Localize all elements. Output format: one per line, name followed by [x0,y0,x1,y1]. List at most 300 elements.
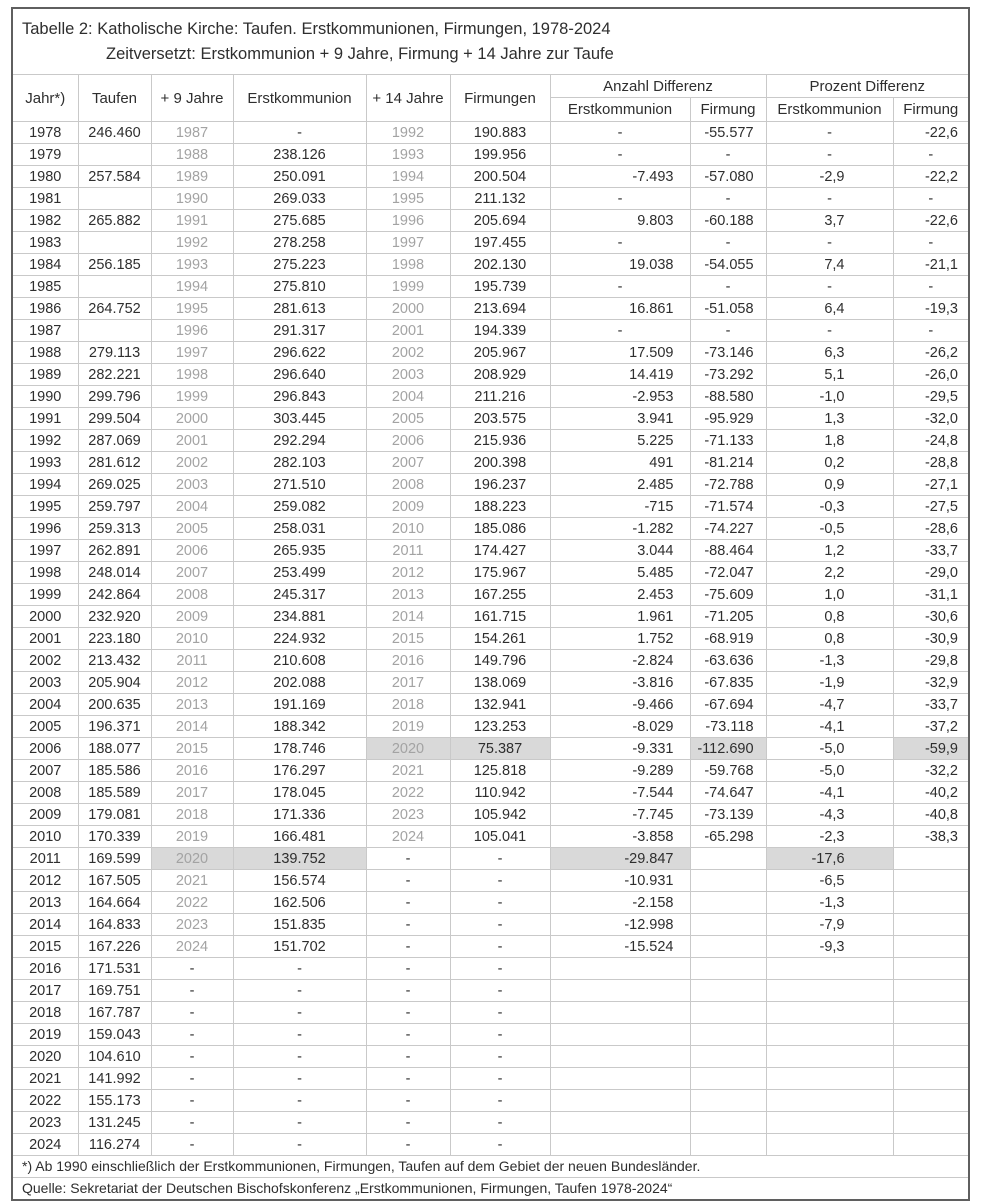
cell-anzahl-erstkommunion: 2.485 [550,474,690,496]
cell-plus9-jahre: 2016 [151,760,233,782]
cell-prozent-firmung: -22,6 [893,122,968,144]
table-row [13,914,968,936]
cell-prozent-erstkommunion [766,1002,893,1024]
cell-plus14-jahre: 2000 [366,298,450,320]
cell-prozent-erstkommunion: 1,8 [766,430,893,452]
cell-plus9-jahre: - [151,1002,233,1024]
cell-anzahl-firmung [690,1112,766,1134]
cell-erstkommunion: 139.752 [233,848,366,870]
cell-anzahl-erstkommunion: - [550,122,690,144]
cell-jahr: 2015 [13,936,78,958]
cell-anzahl-firmung: -51.058 [690,298,766,320]
cell-anzahl-firmung: -112.690 [690,738,766,760]
cell-prozent-firmung: -27,5 [893,496,968,518]
col-header-plus14-jahre: + 14 Jahre [366,75,450,122]
cell-plus14-jahre: 2021 [366,760,450,782]
cell-jahr: 1996 [13,518,78,540]
cell-prozent-erstkommunion: -4,1 [766,716,893,738]
cell-anzahl-erstkommunion: - [550,232,690,254]
cell-firmungen: - [450,1046,550,1068]
table-row [13,276,968,298]
cell-anzahl-firmung: - [690,232,766,254]
cell-anzahl-erstkommunion: 3.044 [550,540,690,562]
cell-jahr: 2011 [13,848,78,870]
cell-firmungen: - [450,914,550,936]
cell-anzahl-firmung: -68.919 [690,628,766,650]
cell-anzahl-firmung [690,1002,766,1024]
cell-anzahl-erstkommunion: -7.493 [550,166,690,188]
cell-anzahl-erstkommunion [550,1068,690,1090]
cell-taufen: 171.531 [78,958,151,980]
cell-jahr: 1983 [13,232,78,254]
cell-firmungen: 132.941 [450,694,550,716]
cell-anzahl-erstkommunion: 9.803 [550,210,690,232]
col-subheader-prozent-erstkommunion: Erstkommunion [766,98,893,122]
cell-firmungen: 195.739 [450,276,550,298]
cell-prozent-firmung: -33,7 [893,540,968,562]
table-row [13,386,968,408]
cell-anzahl-erstkommunion: -3.858 [550,826,690,848]
cell-anzahl-erstkommunion: -29.847 [550,848,690,870]
cell-erstkommunion: 178.045 [233,782,366,804]
cell-taufen: 167.787 [78,1002,151,1024]
cell-taufen: 155.173 [78,1090,151,1112]
table-frame [11,7,970,1201]
cell-prozent-firmung: -32,9 [893,672,968,694]
cell-prozent-firmung: -30,6 [893,606,968,628]
cell-anzahl-erstkommunion: -9.331 [550,738,690,760]
cell-erstkommunion: 178.746 [233,738,366,760]
cell-prozent-firmung: -27,1 [893,474,968,496]
table-row [13,848,968,870]
cell-plus9-jahre: 2001 [151,430,233,452]
cell-taufen [78,188,151,210]
cell-anzahl-erstkommunion: 17.509 [550,342,690,364]
cell-plus14-jahre: 2008 [366,474,450,496]
cell-anzahl-erstkommunion: - [550,144,690,166]
col-header-firmungen: Firmungen [450,75,550,122]
cell-plus14-jahre: 1998 [366,254,450,276]
col-subheader-prozent-firmung: Firmung [893,98,968,122]
cell-erstkommunion: 234.881 [233,606,366,628]
table-row [13,826,968,848]
cell-plus14-jahre: 2014 [366,606,450,628]
cell-plus14-jahre: 2003 [366,364,450,386]
cell-erstkommunion: 258.031 [233,518,366,540]
cell-jahr: 2008 [13,782,78,804]
cell-firmungen: 196.237 [450,474,550,496]
cell-erstkommunion: 259.082 [233,496,366,518]
cell-plus14-jahre: 2018 [366,694,450,716]
table-row [13,254,968,276]
cell-prozent-firmung: -29,0 [893,562,968,584]
cell-taufen: 131.245 [78,1112,151,1134]
cell-prozent-erstkommunion: -7,9 [766,914,893,936]
cell-anzahl-erstkommunion: -715 [550,496,690,518]
cell-anzahl-firmung [690,1134,766,1156]
cell-taufen: 185.589 [78,782,151,804]
cell-erstkommunion: 191.169 [233,694,366,716]
cell-erstkommunion: - [233,1046,366,1068]
cell-anzahl-erstkommunion [550,980,690,1002]
cell-jahr: 2010 [13,826,78,848]
cell-plus14-jahre: - [366,1002,450,1024]
cell-plus14-jahre: - [366,1134,450,1156]
cell-prozent-firmung: - [893,188,968,210]
cell-plus14-jahre: 2020 [366,738,450,760]
cell-prozent-erstkommunion: 0,2 [766,452,893,474]
cell-firmungen: - [450,870,550,892]
table-row [13,1090,968,1112]
cell-erstkommunion: 282.103 [233,452,366,474]
cell-anzahl-firmung [690,958,766,980]
cell-anzahl-erstkommunion: -3.816 [550,672,690,694]
cell-anzahl-firmung [690,1046,766,1068]
cell-anzahl-firmung [690,1024,766,1046]
cell-plus14-jahre: - [366,1046,450,1068]
cell-firmungen: - [450,892,550,914]
cell-anzahl-firmung: - [690,188,766,210]
cell-anzahl-erstkommunion: 5.485 [550,562,690,584]
cell-plus14-jahre: - [366,892,450,914]
cell-prozent-erstkommunion: -0,5 [766,518,893,540]
cell-jahr: 2023 [13,1112,78,1134]
cell-erstkommunion: - [233,1090,366,1112]
cell-anzahl-firmung: -88.580 [690,386,766,408]
cell-anzahl-erstkommunion [550,1024,690,1046]
cell-prozent-firmung [893,914,968,936]
cell-plus9-jahre: 1993 [151,254,233,276]
cell-prozent-erstkommunion: - [766,122,893,144]
cell-erstkommunion: - [233,1068,366,1090]
cell-firmungen: 161.715 [450,606,550,628]
col-subheader-anzahl-erstkommunion: Erstkommunion [550,98,690,122]
cell-jahr: 2007 [13,760,78,782]
cell-plus9-jahre: 2014 [151,716,233,738]
cell-prozent-erstkommunion [766,980,893,1002]
cell-prozent-firmung: -30,9 [893,628,968,650]
cell-jahr: 2014 [13,914,78,936]
cell-anzahl-firmung [690,892,766,914]
cell-anzahl-erstkommunion: -7.544 [550,782,690,804]
cell-erstkommunion: 151.702 [233,936,366,958]
table-row [13,210,968,232]
table-row [13,980,968,1002]
cell-anzahl-firmung: -73.139 [690,804,766,826]
cell-plus14-jahre: 2010 [366,518,450,540]
cell-prozent-erstkommunion: -1,9 [766,672,893,694]
cell-prozent-firmung [893,1024,968,1046]
cell-prozent-erstkommunion [766,1068,893,1090]
cell-prozent-firmung: -29,5 [893,386,968,408]
cell-anzahl-firmung [690,980,766,1002]
cell-anzahl-firmung: -72.047 [690,562,766,584]
cell-plus14-jahre: 2013 [366,584,450,606]
cell-jahr: 2021 [13,1068,78,1090]
cell-jahr: 2009 [13,804,78,826]
table-row [13,1112,968,1134]
cell-anzahl-firmung: -67.694 [690,694,766,716]
cell-erstkommunion: 292.294 [233,430,366,452]
cell-erstkommunion: 151.835 [233,914,366,936]
cell-erstkommunion: 281.613 [233,298,366,320]
cell-plus9-jahre: 2012 [151,672,233,694]
cell-prozent-firmung: -31,1 [893,584,968,606]
table-row [13,562,968,584]
cell-taufen: 259.313 [78,518,151,540]
cell-prozent-erstkommunion: 0,8 [766,606,893,628]
cell-taufen: 242.864 [78,584,151,606]
cell-jahr: 1988 [13,342,78,364]
cell-prozent-firmung [893,1002,968,1024]
cell-plus9-jahre: - [151,958,233,980]
cell-jahr: 1997 [13,540,78,562]
cell-firmungen: - [450,848,550,870]
cell-anzahl-erstkommunion: 3.941 [550,408,690,430]
cell-prozent-firmung: -29,8 [893,650,968,672]
cell-prozent-firmung: -26,2 [893,342,968,364]
cell-anzahl-erstkommunion: -12.998 [550,914,690,936]
cell-jahr: 1999 [13,584,78,606]
cell-plus14-jahre: - [366,914,450,936]
cell-firmungen: 125.818 [450,760,550,782]
cell-erstkommunion: 291.317 [233,320,366,342]
cell-plus9-jahre: 1988 [151,144,233,166]
cell-anzahl-erstkommunion [550,1134,690,1156]
cell-prozent-firmung: -32,0 [893,408,968,430]
cell-plus14-jahre: - [366,936,450,958]
cell-taufen: 188.077 [78,738,151,760]
cell-plus9-jahre: 1992 [151,232,233,254]
cell-taufen: 282.221 [78,364,151,386]
cell-anzahl-erstkommunion: -15.524 [550,936,690,958]
cell-jahr: 1995 [13,496,78,518]
cell-firmungen: 199.956 [450,144,550,166]
cell-plus9-jahre: 2013 [151,694,233,716]
cell-prozent-erstkommunion [766,958,893,980]
cell-plus9-jahre: - [151,1046,233,1068]
cell-prozent-firmung: - [893,232,968,254]
cell-taufen: 164.664 [78,892,151,914]
cell-erstkommunion: 303.445 [233,408,366,430]
table-row [13,518,968,540]
cell-erstkommunion: 296.843 [233,386,366,408]
cell-taufen: 196.371 [78,716,151,738]
cell-plus14-jahre: 2011 [366,540,450,562]
cell-plus14-jahre: 2007 [366,452,450,474]
table-row [13,716,968,738]
cell-jahr: 1978 [13,122,78,144]
cell-prozent-erstkommunion: -1,3 [766,892,893,914]
cell-taufen: 279.113 [78,342,151,364]
cell-plus9-jahre: 1990 [151,188,233,210]
cell-jahr: 2020 [13,1046,78,1068]
cell-prozent-firmung: -33,7 [893,694,968,716]
cell-erstkommunion: 275.223 [233,254,366,276]
cell-prozent-firmung [893,870,968,892]
table-row [13,144,968,166]
cell-taufen: 159.043 [78,1024,151,1046]
cell-anzahl-erstkommunion: - [550,276,690,298]
cell-anzahl-erstkommunion: -9.466 [550,694,690,716]
cell-prozent-firmung: -40,8 [893,804,968,826]
cell-firmungen: - [450,1090,550,1112]
cell-prozent-erstkommunion: - [766,276,893,298]
cell-firmungen: 200.398 [450,452,550,474]
cell-anzahl-firmung: -71.133 [690,430,766,452]
cell-prozent-firmung [893,1112,968,1134]
cell-erstkommunion: 296.622 [233,342,366,364]
cell-erstkommunion: - [233,1134,366,1156]
cell-prozent-erstkommunion: -0,3 [766,496,893,518]
cell-anzahl-firmung: - [690,320,766,342]
cell-anzahl-erstkommunion: -8.029 [550,716,690,738]
cell-anzahl-firmung: -71.574 [690,496,766,518]
cell-anzahl-erstkommunion: - [550,320,690,342]
cell-plus14-jahre: 2019 [366,716,450,738]
cell-prozent-erstkommunion: - [766,144,893,166]
cell-prozent-erstkommunion: -4,7 [766,694,893,716]
source-note: Quelle: Sekretariat der Deutschen Bischofskonferenz „Erstkommunionen, Firmungen, Taufen 1978-2024“ [13,1177,968,1199]
cell-anzahl-firmung: -60.188 [690,210,766,232]
cell-erstkommunion: 171.336 [233,804,366,826]
cell-prozent-firmung [893,1090,968,1112]
cell-plus9-jahre: 2003 [151,474,233,496]
col-header-erstkommunion: Erstkommunion [233,75,366,122]
cell-firmungen: 202.130 [450,254,550,276]
cell-anzahl-erstkommunion: 1.961 [550,606,690,628]
cell-anzahl-firmung: -59.768 [690,760,766,782]
cell-erstkommunion: 202.088 [233,672,366,694]
cell-erstkommunion: 253.499 [233,562,366,584]
cell-prozent-erstkommunion: -6,5 [766,870,893,892]
cell-taufen: 299.504 [78,408,151,430]
cell-firmungen: 105.041 [450,826,550,848]
cell-plus14-jahre: 2017 [366,672,450,694]
cell-plus9-jahre: 2017 [151,782,233,804]
cell-firmungen: - [450,1002,550,1024]
cell-prozent-firmung: -28,8 [893,452,968,474]
table-row [13,760,968,782]
cell-erstkommunion: 275.685 [233,210,366,232]
cell-taufen: 179.081 [78,804,151,826]
cell-jahr: 2019 [13,1024,78,1046]
cell-erstkommunion: 156.574 [233,870,366,892]
cell-jahr: 2001 [13,628,78,650]
cell-anzahl-erstkommunion: -2.824 [550,650,690,672]
cell-firmungen: 190.883 [450,122,550,144]
cell-jahr: 1985 [13,276,78,298]
cell-anzahl-firmung: -73.292 [690,364,766,386]
cell-plus9-jahre: 2006 [151,540,233,562]
cell-prozent-firmung [893,1068,968,1090]
cell-firmungen: - [450,936,550,958]
cell-jahr: 1990 [13,386,78,408]
cell-anzahl-erstkommunion: 5.225 [550,430,690,452]
cell-prozent-erstkommunion: 3,7 [766,210,893,232]
cell-prozent-firmung: -37,2 [893,716,968,738]
cell-anzahl-firmung: -72.788 [690,474,766,496]
cell-taufen: 299.796 [78,386,151,408]
cell-plus14-jahre: 2016 [366,650,450,672]
cell-firmungen: - [450,980,550,1002]
cell-taufen [78,276,151,298]
cell-firmungen: 75.387 [450,738,550,760]
cell-plus14-jahre: 2001 [366,320,450,342]
cell-taufen: 262.891 [78,540,151,562]
col-header-prozent-differenz: Prozent Differenz [766,75,968,98]
cell-plus9-jahre: - [151,1134,233,1156]
cell-prozent-firmung [893,936,968,958]
cell-anzahl-firmung [690,1090,766,1112]
cell-anzahl-firmung: -75.609 [690,584,766,606]
table-row [13,232,968,254]
cell-plus14-jahre: - [366,848,450,870]
cell-jahr: 2024 [13,1134,78,1156]
table-row [13,870,968,892]
cell-firmungen: - [450,958,550,980]
cell-firmungen: 188.223 [450,496,550,518]
cell-erstkommunion: - [233,1002,366,1024]
cell-anzahl-firmung [690,914,766,936]
cell-taufen: 167.226 [78,936,151,958]
cell-taufen [78,232,151,254]
table-row [13,122,968,144]
cell-jahr: 1979 [13,144,78,166]
cell-prozent-firmung: -28,6 [893,518,968,540]
cell-firmungen: - [450,1112,550,1134]
table-row [13,408,968,430]
cell-anzahl-erstkommunion: -10.931 [550,870,690,892]
cell-taufen: 281.612 [78,452,151,474]
cell-firmungen: 203.575 [450,408,550,430]
cell-firmungen: 105.942 [450,804,550,826]
cell-plus9-jahre: - [151,1068,233,1090]
cell-prozent-erstkommunion: 1,3 [766,408,893,430]
table-row [13,1046,968,1068]
col-header-anzahl-differenz: Anzahl Differenz [550,75,766,98]
cell-firmungen: 110.942 [450,782,550,804]
cell-plus14-jahre: - [366,870,450,892]
cell-plus14-jahre: 2023 [366,804,450,826]
cell-jahr: 1987 [13,320,78,342]
cell-prozent-erstkommunion: 2,2 [766,562,893,584]
cell-anzahl-firmung: -55.577 [690,122,766,144]
cell-taufen: 256.185 [78,254,151,276]
cell-plus9-jahre: 2004 [151,496,233,518]
cell-taufen: 287.069 [78,430,151,452]
cell-taufen: 169.599 [78,848,151,870]
cell-erstkommunion: - [233,958,366,980]
col-subheader-anzahl-firmung: Firmung [690,98,766,122]
cell-taufen: 223.180 [78,628,151,650]
cell-erstkommunion: 245.317 [233,584,366,606]
cell-plus14-jahre: 1995 [366,188,450,210]
cell-plus9-jahre: 2008 [151,584,233,606]
cell-anzahl-firmung: -81.214 [690,452,766,474]
cell-jahr: 1986 [13,298,78,320]
cell-anzahl-firmung: -73.146 [690,342,766,364]
cell-taufen: 257.584 [78,166,151,188]
cell-jahr: 1980 [13,166,78,188]
cell-jahr: 1982 [13,210,78,232]
cell-plus9-jahre: - [151,980,233,1002]
cell-plus9-jahre: 1987 [151,122,233,144]
cell-anzahl-firmung: -71.205 [690,606,766,628]
table-row [13,364,968,386]
cell-jahr: 1998 [13,562,78,584]
cell-anzahl-erstkommunion: - [550,188,690,210]
